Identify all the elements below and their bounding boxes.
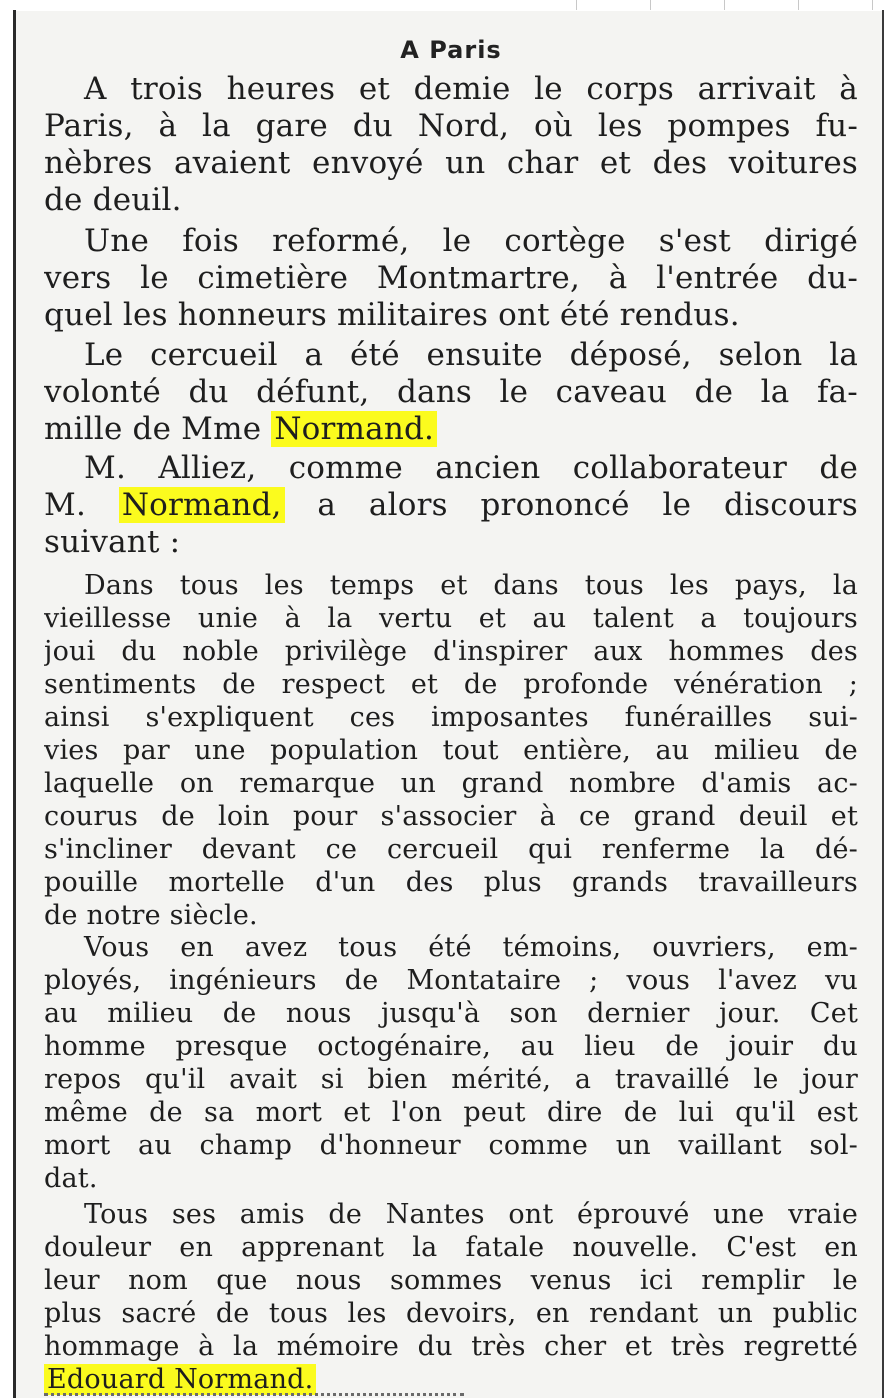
text-line: au milieu de nous jusqu'à son dernier jour. Cet (44, 998, 858, 1029)
text-line: nèbres avaient envoyé un char et des voitures (44, 145, 858, 181)
text-line: A trois heures et demie le corps arrivait à (84, 71, 858, 107)
text-fragment: mille de Mme (44, 411, 262, 447)
speech-paragraph (44, 1198, 858, 1396)
highlighted-name: Normand, (119, 487, 285, 523)
toolbar-cell (798, 0, 872, 10)
highlighted-name: Normand. (271, 411, 437, 447)
text-line: vers le cimetière Montmartre, à l'entrée du- (44, 260, 858, 296)
column-rule-right (882, 10, 884, 1398)
text-line: ainsi s'expliquent ces imposantes funérailles sui- (44, 702, 858, 733)
speech-paragraph (44, 931, 858, 1195)
text-line: laquelle on remarque un grand nombre d'amis ac- (44, 768, 858, 799)
section-heading: A Paris (400, 36, 502, 64)
intro-paragraph (44, 337, 858, 448)
text-line: s'incliner devant ce cercueil qui renferme la dé- (44, 834, 858, 865)
text-line: hommage à la mémoire du très cher et très regretté (44, 1331, 858, 1362)
text-line: sentiments de respect et de profonde vénération ; (44, 669, 858, 700)
text-line: même de sa mort et l'on peut dire de lui qu'il est (44, 1097, 858, 1128)
text-line: Vous en avez tous été témoins, ouvriers, em- (84, 932, 858, 963)
text-line: homme presque octogénaire, au lieu de jouir du (44, 1031, 858, 1062)
text-line: plus sacré de tous les devoirs, en rendant un public (44, 1298, 858, 1329)
text-line: de deuil. (44, 182, 182, 218)
text-line: pouille mortelle d'un des plus grands travailleurs (44, 867, 858, 898)
text-line: leur nom que nous sommes venus ici remplir le (44, 1265, 858, 1296)
text-line: joui du noble privilège d'inspirer aux hommes des (44, 636, 858, 667)
intro-paragraph (44, 450, 858, 561)
text-line: vies par une population tout entière, au milieu de (44, 735, 858, 766)
text-line: M. Alliez, comme ancien collaborateur de (84, 450, 858, 486)
toolbar-cell (724, 0, 798, 10)
text-line: Le cercueil a été ensuite déposé, selon la (84, 337, 858, 373)
text-line: vieillesse unie à la vertu et au talent a toujours (44, 603, 858, 634)
text-line: Tous ses amis de Nantes ont éprouvé une vraie (84, 1199, 858, 1230)
text-line (44, 487, 858, 524)
viewer-top-strip (0, 0, 895, 10)
text-line: dat. (44, 1163, 98, 1194)
text-line: mort au champ d'honneur comme un vaillant sol- (44, 1130, 858, 1161)
toolbar-cell (872, 0, 895, 10)
text-line: volonté du défunt, dans le caveau de la fa- (44, 374, 858, 410)
text-line: douleur en apprenant la fatale nouvelle. C'est en (44, 1232, 858, 1263)
intro-paragraph (44, 223, 858, 334)
text-fragment: M. (44, 487, 86, 523)
highlighted-name: Edouard Normand. (44, 1364, 316, 1395)
truncated-next-line (44, 1384, 858, 1398)
text-line: Une fois reformé, le cortège s'est dirigé (84, 223, 858, 259)
text-line: quel les honneurs militaires ont été rendus. (44, 297, 740, 333)
speech-paragraph (44, 569, 858, 932)
column-rule-left (13, 10, 16, 1398)
text-line: Paris, à la gare du Nord, où les pompes fu- (44, 108, 858, 144)
text-line: repos qu'il avait si bien mérité, a travaillé le jour (44, 1064, 858, 1095)
text-line (44, 411, 858, 448)
text-line: ployés, ingénieurs de Montataire ; vous l'avez vu (44, 965, 858, 996)
text-line: de notre siècle. (44, 900, 258, 931)
text-fragment: a alors prononcé le discours (317, 487, 858, 523)
text-line: courus de loin pour s'associer à ce grand deuil et (44, 801, 858, 832)
toolbar-cell (576, 0, 650, 10)
text-line: suivant : (44, 524, 181, 560)
intro-paragraph (44, 71, 858, 219)
text-line: Dans tous les temps et dans tous les pays, la (84, 570, 858, 601)
toolbar-cell (650, 0, 724, 10)
